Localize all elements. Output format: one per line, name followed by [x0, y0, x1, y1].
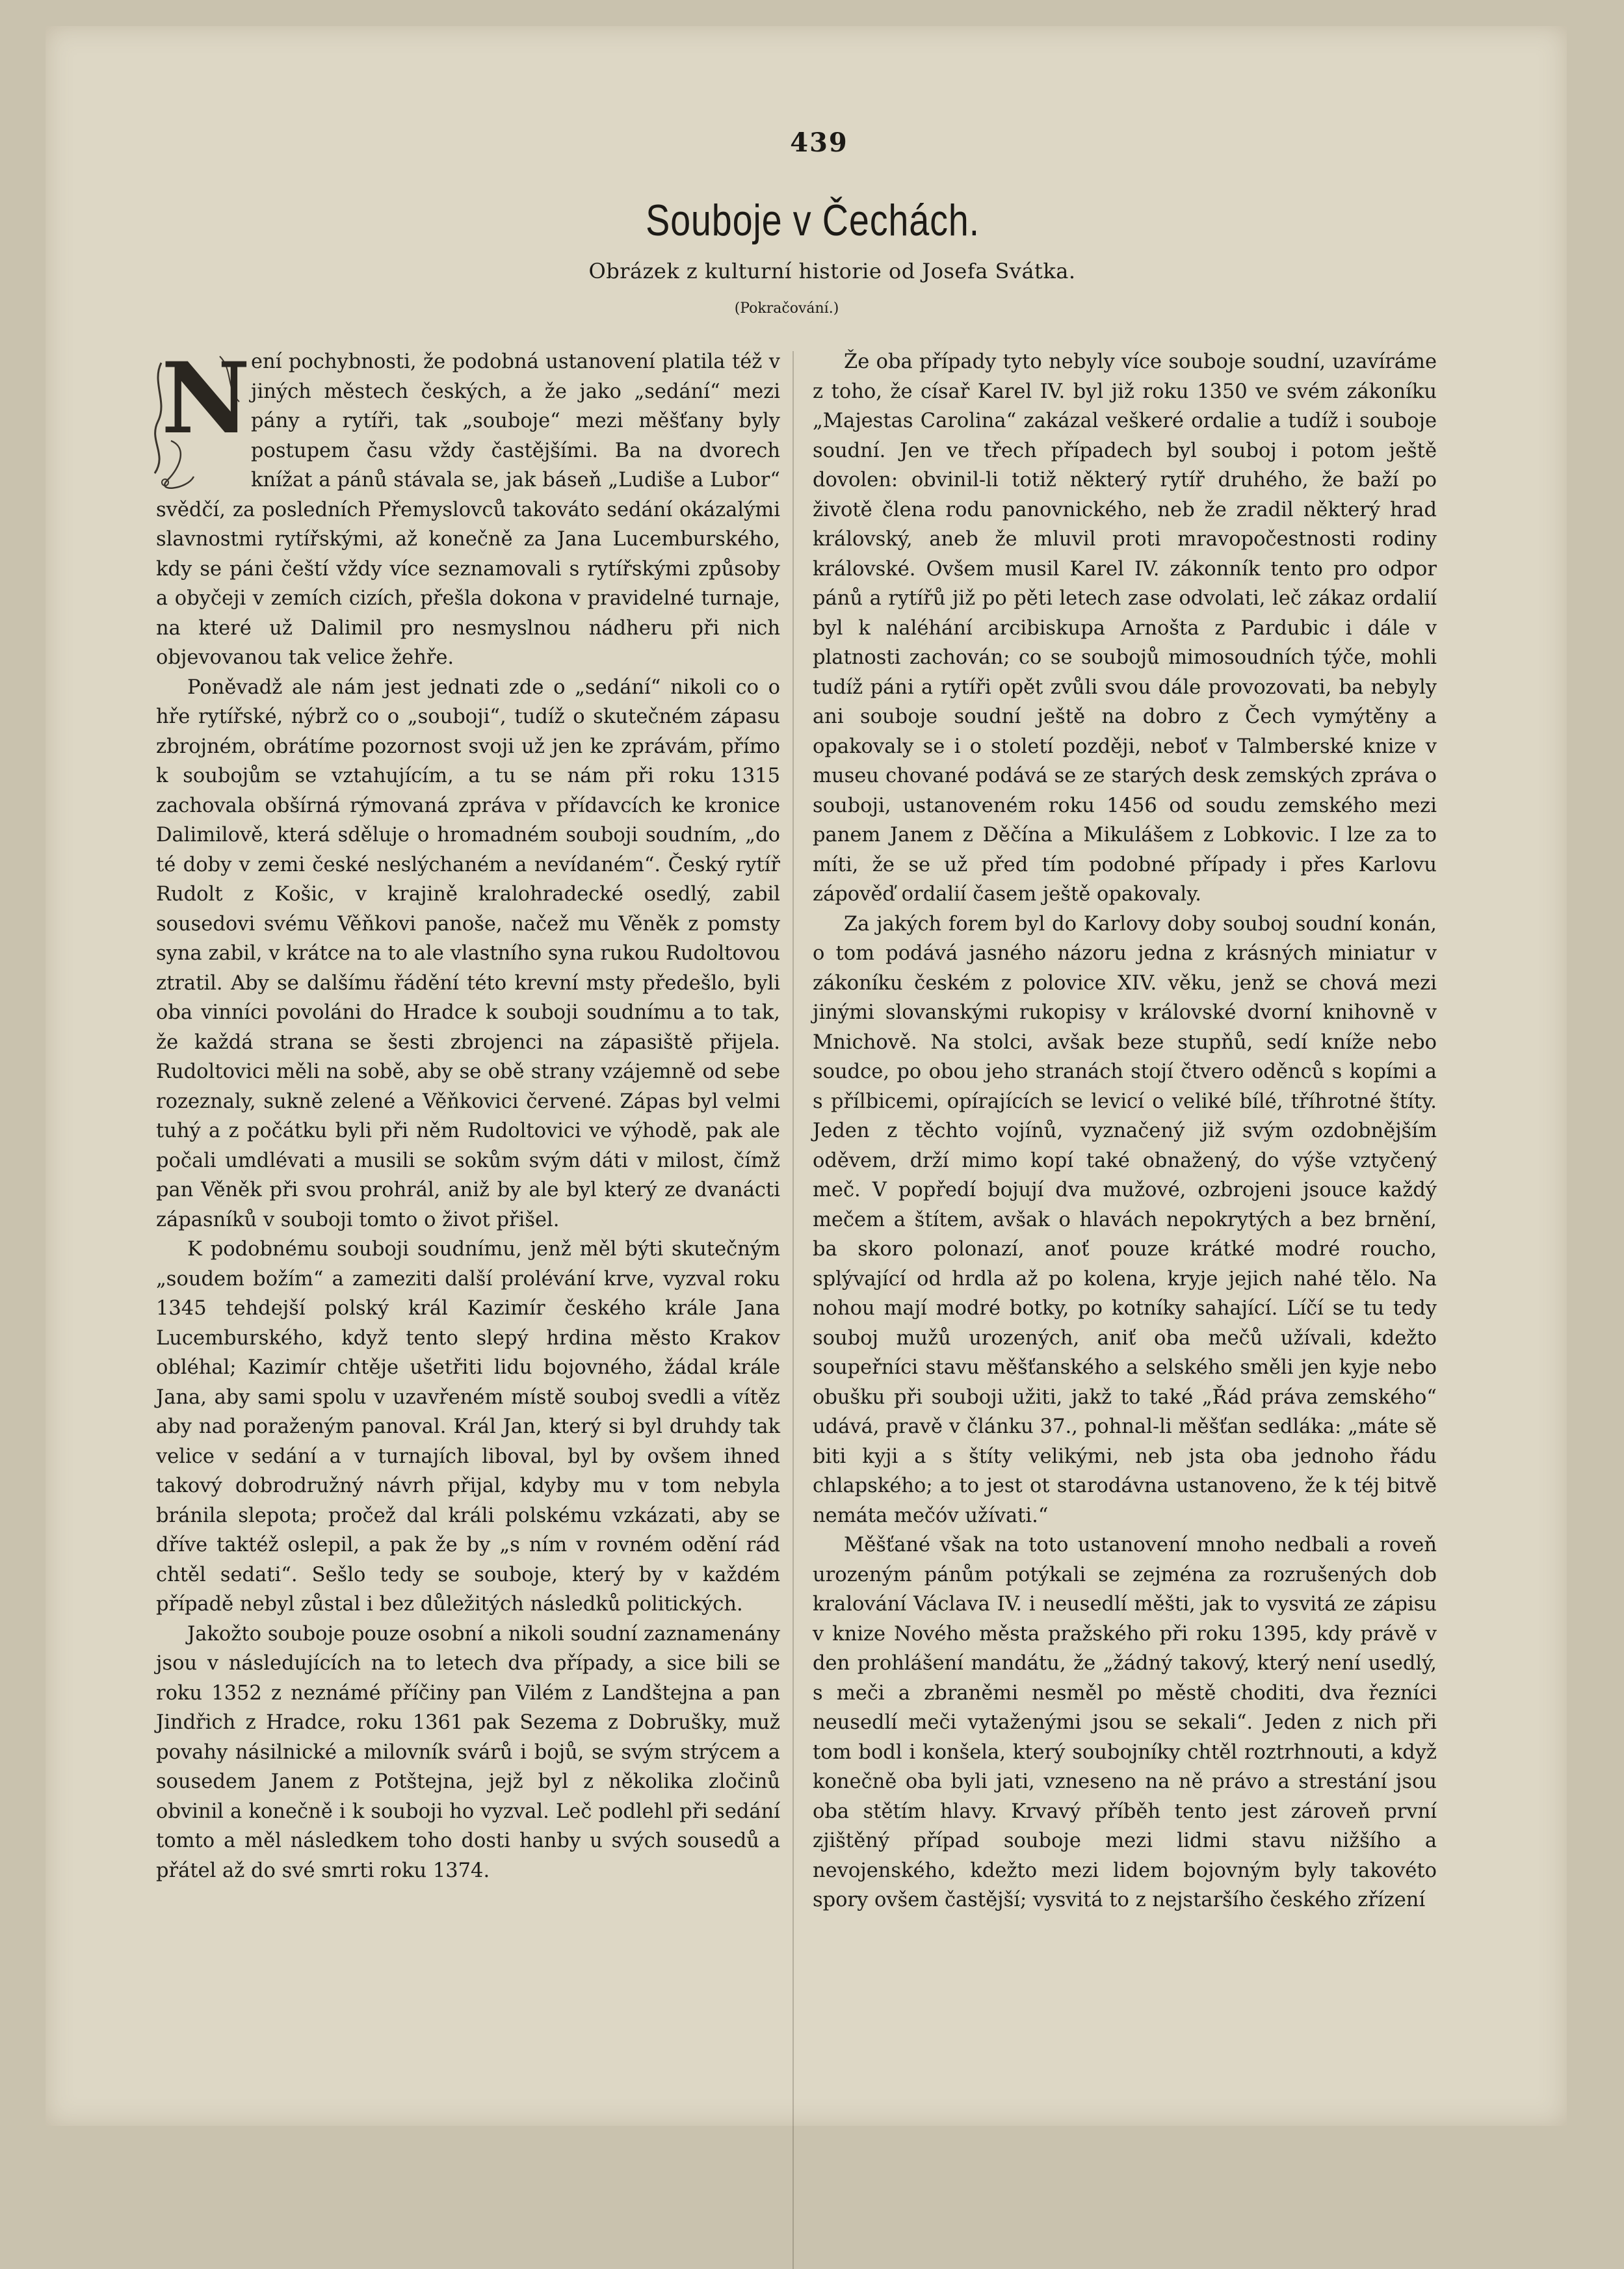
paragraph: Za jakých forem byl do Karlovy doby souboj soudní konán, o tom podává jasného názoru jedna z krásných miniatur v zákoníku českém z polovice XIV. věku, jenž se chová mezi jinými slovanskými rukopisy v královské dvorní knihovně v Mnichově. Na stolci, avšak beze stupňů, sedí kníže nebo soudce, po obou jeho stranách stojí čtvero oděnců s kopími a s přílbicemi, opírajících se levicí o veliké bílé, tříhrotné štíty. Jeden z těchto vojínů, vyznačený již svým ozdobnějším oděvem, drží mimo kopí také obnažený, do výše vztyčený meč. V popředí bojují dva mužové, ozbrojeni jsouce každý mečem a štítem, avšak o hlavách nepokrytých a bez brnění, ba skoro polonazí, anoť pouze krátké modré roucho, splývající od hrdla až po kolena, kryje jejich nahé tělo. Na nohou mají modré botky, po kotníky sahající. Líčí se tu tedy souboj mužů urozených, aniť oba mečů užívali, kdežto soupeřníci stavu měšťanského a selského směli jen kyje nebo obušku při souboji užiti, jakž to také „Řád práva zemského“ udává, pravě v článku 37., pohnal-li měšťan sedláka: „máte sě biti kyji a s štíty velikými, neb jsta oba jednoho řádu chlapského; a to jest ot starodávna ustanoveno, že k téj bitvě nemáta mečóv užívati.“: [813, 912, 1437, 1527]
paragraph: K podobnému souboji soudnímu, jenž měl býti skutečným „soudem božím“ a zameziti další prolévání krve, vyzval roku 1345 tehdejší polský král Kazimír českého krále Jana Lucemburského, když tento slepý hrdina město Krakov obléhal; Kazimír chtěje ušetřiti lidu bojovného, žádal krále Jana, aby sami spolu v uzavřeném místě souboj svedli a vítěz aby nad poraženým panoval. Král Jan, který si byl druhdy tak velice v sedání a v turnajích liboval, byl by ovšem ihned takový dobrodružný návrh přijal, kdyby mu v tom nebyla bránila slepota; pročež dal králi polskému vzkázati, aby se dříve taktéž oslepil, a pak že by „s ním v rovném odění rád chtěl sedati“. Sešlo tedy se souboje, který by v každém případě nebyl zůstal i bez důležitých následků politických.: [156, 1238, 780, 1616]
dropcap-letter: N: [161, 341, 251, 456]
paragraph: Poněvadž ale nám jest jednati zde o „sedání“ nikoli co o hře rytířské, nýbrž co o „souboji“, tudíž o skutečném zápasu zbrojném, obrátíme pozornost svoji už jen ke zprávám, přímo k soubojům se vztahujícím, a tu se nám při roku 1315 zachovala obšírná rýmovaná zpráva v přídavcích ke kronice Dalimilově, která sděluje o hromadném souboji soudním, „do té doby v zemi české neslýchaném a nevídaném“. Český rytíř Rudolt z Košic, v krajině kralohradecké osedlý, zabil sousedovi svému Věňkovi panoše, načež mu Věněk z pomsty syna zabil, v krátce na to ale vlastního syna rukou Rudoltovou ztratil. Aby se dalšímu řádění této krevní msty předešlo, byli oba vinníci povoláni do Hradce k souboji soudnímu a to tak, že každá strana se šesti zbrojenci na zápasiště přijela. Rudoltovici měli na sobě, aby se obě strany vzájemně od sebe rozeznaly, sukně zelené a Věňkovici červené. Zápas byl velmi tuhý a z počátku byli při něm Rudoltovici ve výhodě, pak ale počali umdlévati a musili se sokům svým dáti v milost, čímž pan Věněk při svou prohrál, aniž by ale byl který ze dvanácti zápasníků v souboji tomto o život přišel.: [156, 675, 780, 1231]
right-column: [813, 347, 1437, 1915]
article-title: Souboje v Čechách.: [646, 196, 980, 245]
article-subtitle: Obrázek z kulturní historie od Josefa Svátka.: [588, 259, 1076, 283]
page-number: 439: [790, 127, 848, 158]
left-column: [156, 341, 780, 1885]
paragraph: Měšťané však na toto ustanovení mnoho nedbali a roveň urozeným pánům potýkali se zejména za rozrušených dob kralování Václava IV. i neusedlí měšti, jak to vysvitá ze zápisu v knize Nového města pražského při roku 1395, kdy právě v den prohlášení mandátu, že „žádný takový, který není usedlý, s meči a zbraněmi nesměl po městě choditi, dva řezníci neusedlí meči vytaženými jsou se sekali“. Jeden z nich při tom bodl i konšela, který soubojníky chtěl roztrhnouti, a když konečně oba byli jati, vzneseno na ně právo a strestání jsou oba stětím hlavy. Krvavý příběh tento jest zároveň první zjištěný případ souboje mezi lidmi stavu nižšího a nevojenského, kdežto mezi lidem bojovným byly takovéto spory ovšem častější; vysvitá to z nejstaršího českého zřízení: [813, 1534, 1437, 1911]
ornamental-initial: [148, 341, 251, 492]
column-divider: [792, 351, 794, 2269]
continued-note: (Pokračování.): [734, 300, 839, 317]
paragraph: ení pochybnosti, že podobná ustanovení platila též v jiných městech českých, a že jako „sedání“ mezi pány a rytíři, tak „souboje“ mezi měšťany byly postupem času vždy častějšími. Ba na dvorech knížat a pánů stávala se, jak báseň „Ludiše a Lubor“ svědčí, za posledních Přemyslovců takováto sedání okázalými slavnostmi rytířskými, až konečně za Jana Lucemburského, kdy se páni čeští vždy více seznamovali s rytířskými způsoby a obyčeji v zemích cizích, přešla dokona v pravidelné turnaje, na které už Dalimil pro nesmyslnou nádheru při nich objevovanou tak velice žehře.: [156, 350, 780, 669]
paragraph: Jakožto souboje pouze osobní a nikoli soudní zaznamenány jsou v následujících na to letech dva případy, a sice bili se roku 1352 z neznámé příčiny pan Vilém z Landštejna a pan Jindřich z Hradce, roku 1361 pak Sezema z Dobrušky, muž povahy násilnické a milovník svárů i bojů, se svým strýcem a sousedem Janem z Potštejna, jejž byl z několika zločinů obvinil a konečně i k souboji ho vyzval. Leč podlehl při sedání tomto a měl následkem toho dosti hanby u svých sousedů a přátel až do své smrti roku 1374.: [156, 1622, 780, 1882]
paragraph: Že oba případy tyto nebyly více souboje soudní, uzavíráme z toho, že císař Karel IV. byl již roku 1350 ve svém zákoníku „Majestas Carolina“ zakázal veškeré ordalie a tudíž i souboje soudní. Jen ve třech případech byl souboj i potom ještě dovolen: obvinil-li totiž některý rytíř druhého, že baží po životě člena rodu panovnického, neb že zradil některý hrad královský, aneb že mluvil proti mravopočestnosti rodiny královské. Ovšem musil Karel IV. zákonník tento pro odpor pánů a rytířů již po pěti letech zase odvolati, leč zákaz ordalií byl k naléhání arcibiskupa Arnošta z Pardubic i dále v platnosti zachován; co se soubojů mimosoudních týče, mohli tudíž páni a rytíři opět zvůli svou dále provozovati, ba nebyly ani souboje soudní ještě na dobro z Čech vymýtěny a opakovaly se i o století později, neboť v Talmberské knize v museu chované podává se ze starých desk zemských zpráva o souboji, ustanoveném roku 1456 od soudu zemského mezi panem Janem z Děčína a Mikulášem z Lobkovic. I lze za to míti, že se už před tím podobné případy i přes Karlovu zápověď ordalií časem ještě opakovaly.: [813, 350, 1437, 906]
